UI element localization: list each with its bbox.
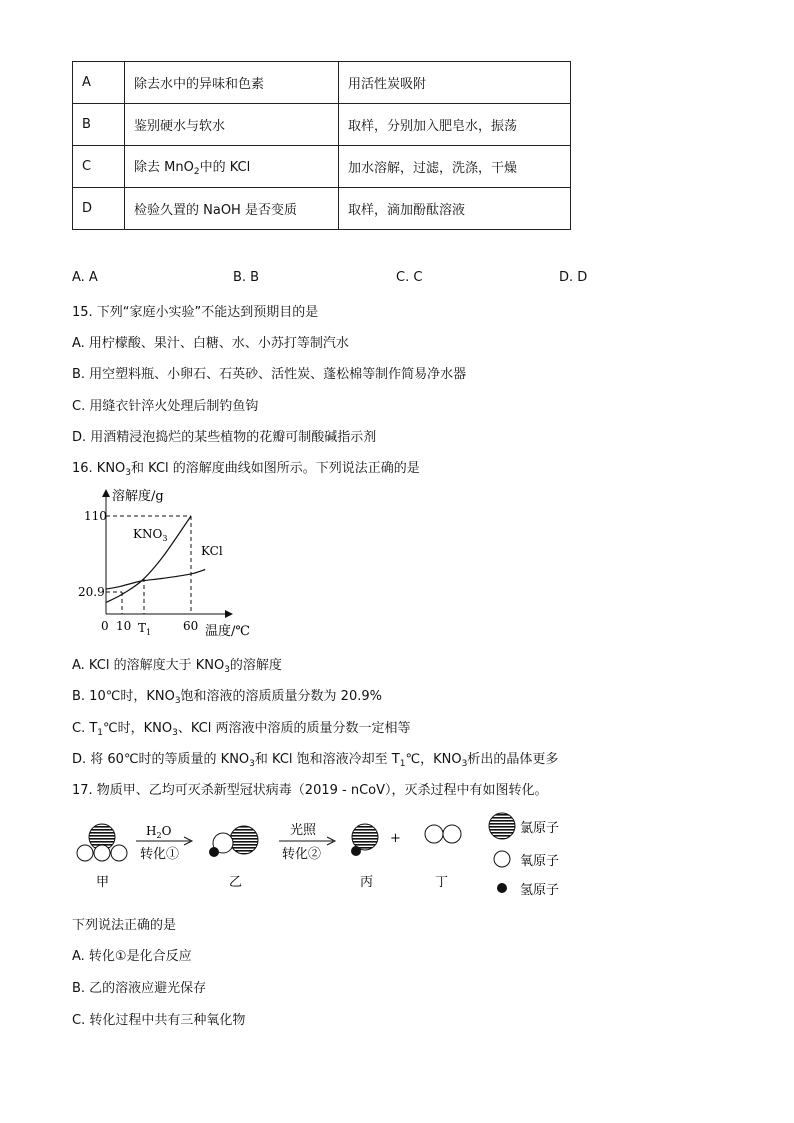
choice-b[interactable]: B. B — [233, 270, 260, 285]
q15-option-d[interactable]: D. 用酒精浸泡捣烂的某些植物的花瓣可制酸碱指示剂 — [72, 430, 377, 445]
q15-option-a[interactable]: A. 用柠檬酸、果汁、白糖、水、小苏打等制汽水 — [72, 336, 349, 351]
label-jia: 甲 — [96, 875, 110, 890]
row-letter: A — [73, 62, 125, 104]
label-ding: 丁 — [435, 875, 449, 890]
q15-option-c[interactable]: C. 用缝衣针淬火处理后制钓鱼钩 — [72, 399, 259, 414]
row-purpose: 除去水中的异味和色素 — [125, 62, 339, 104]
y-axis-label: 溶解度/g — [112, 489, 164, 504]
series-line-kcl — [106, 570, 205, 590]
chlorine-atom — [230, 826, 258, 854]
q16-option-a[interactable]: A. KCl 的溶解度大于 $KNO_3$的溶解度 — [72, 658, 282, 675]
arrow1-condition: $H_2O$ — [146, 824, 172, 840]
row-letter: B — [73, 104, 125, 146]
solubility-chart — [70, 482, 270, 642]
legend-chlorine-label: 氯原子 — [520, 821, 560, 836]
q17-prompt: 下列说法正确的是 — [72, 918, 177, 933]
molecule-bing — [351, 824, 378, 856]
arrow-conversion-1 — [136, 824, 192, 862]
legend-oxygen-label: 氧原子 — [520, 854, 560, 869]
y-tick-110: 110 — [84, 509, 107, 523]
series-label-kno3: $KNO_3$ — [133, 527, 168, 543]
q17-option-b[interactable]: B. 乙的溶液应避光保存 — [72, 981, 207, 996]
row-purpose: 鉴别硬水与软水 — [125, 104, 339, 146]
x-tick-60: 60 — [183, 619, 199, 633]
plus-sign: + — [390, 831, 401, 846]
q15-option-b[interactable]: B. 用空塑料瓶、小卵石、石英砂、活性炭、蓬松棉等制作简易净水器 — [72, 367, 467, 382]
q16-option-d[interactable]: D. 将 60℃时的等质量的 $KNO_3$和 KCl 饱和溶液冷却至 $T_1℃$，$KNO_3$析出的晶体更多 — [72, 752, 559, 769]
table-row — [73, 104, 571, 146]
row-purpose: 除去 MnO$_2$中的 KCl — [125, 146, 339, 188]
x-tick-t1: $T_1$ — [138, 621, 152, 637]
choice-d[interactable]: D. D — [559, 270, 588, 285]
table-row — [73, 62, 571, 104]
legend-oxygen-icon — [494, 851, 510, 867]
oxygen-atom — [94, 845, 110, 861]
choice-a[interactable]: A. A — [72, 270, 98, 285]
row-method: 加水溶解，过滤，洗涤，干燥 — [339, 146, 571, 188]
molecule-jia — [77, 824, 127, 861]
legend-hydrogen-label: 氢原子 — [520, 883, 560, 898]
table-row — [73, 146, 571, 188]
arrow2-label: 转化② — [282, 847, 322, 862]
series-label-kcl: KCl — [201, 544, 223, 558]
label-bing: 丙 — [360, 875, 374, 890]
row-letter: D — [73, 188, 125, 230]
y-tick-20.9: 20.9 — [78, 585, 105, 599]
q17-stem: 17. 物质甲、乙均可灭杀新型冠状病毒（2019 - nCoV），灭杀过程中有如图转化。 — [72, 783, 548, 798]
row-method: 取样，滴加酚酞溶液 — [339, 188, 571, 230]
x-axis-label: 温度/℃ — [205, 624, 250, 639]
arrow1-label: 转化① — [140, 847, 180, 862]
oxygen-atom — [443, 825, 461, 843]
hydrogen-atom — [209, 847, 219, 857]
molecule-ding — [425, 825, 461, 843]
q16-option-b[interactable]: B. 10℃时，$KNO_3$饱和溶液的溶质质量分数为 20.9% — [72, 689, 382, 706]
molecule-yi — [209, 826, 258, 857]
q17-option-a[interactable]: A. 转化①是化合反应 — [72, 949, 192, 964]
hydrogen-atom — [351, 846, 361, 856]
choice-c[interactable]: C. C — [396, 270, 423, 285]
x-tick-10: 10 — [116, 619, 132, 633]
options-table — [72, 61, 571, 230]
q16-option-c[interactable]: C. $T_1℃$时，$KNO_3$、KCl 两溶液中溶质的质量分数一定相等 — [72, 721, 411, 738]
row-method: 用活性炭吸附 — [339, 62, 571, 104]
q16-stem: 16. $KNO_3$和 KCl 的溶解度曲线如图所示。下列说法正确的是 — [72, 461, 420, 478]
row-method: 取样，分别加入肥皂水，振荡 — [339, 104, 571, 146]
q15-stem: 15. 下列“家庭小实验”不能达到预期目的是 — [72, 305, 319, 320]
legend-hydrogen-icon — [497, 883, 507, 893]
oxygen-atom — [111, 845, 127, 861]
arrow2-condition: 光照 — [290, 823, 317, 838]
arrow-conversion-2 — [279, 822, 335, 862]
oxygen-atom — [77, 845, 93, 861]
q17-option-c[interactable]: C. 转化过程中共有三种氧化物 — [72, 1013, 246, 1028]
oxygen-atom — [425, 825, 443, 843]
row-purpose: 检验久置的 NaOH 是否变质 — [125, 188, 339, 230]
row-letter: C — [73, 146, 125, 188]
legend — [489, 813, 559, 898]
x-tick-0: 0 — [101, 619, 109, 633]
table-row — [73, 188, 571, 230]
reaction-diagram — [60, 808, 600, 908]
legend-chlorine-icon — [489, 813, 515, 839]
label-yi: 乙 — [229, 875, 243, 890]
